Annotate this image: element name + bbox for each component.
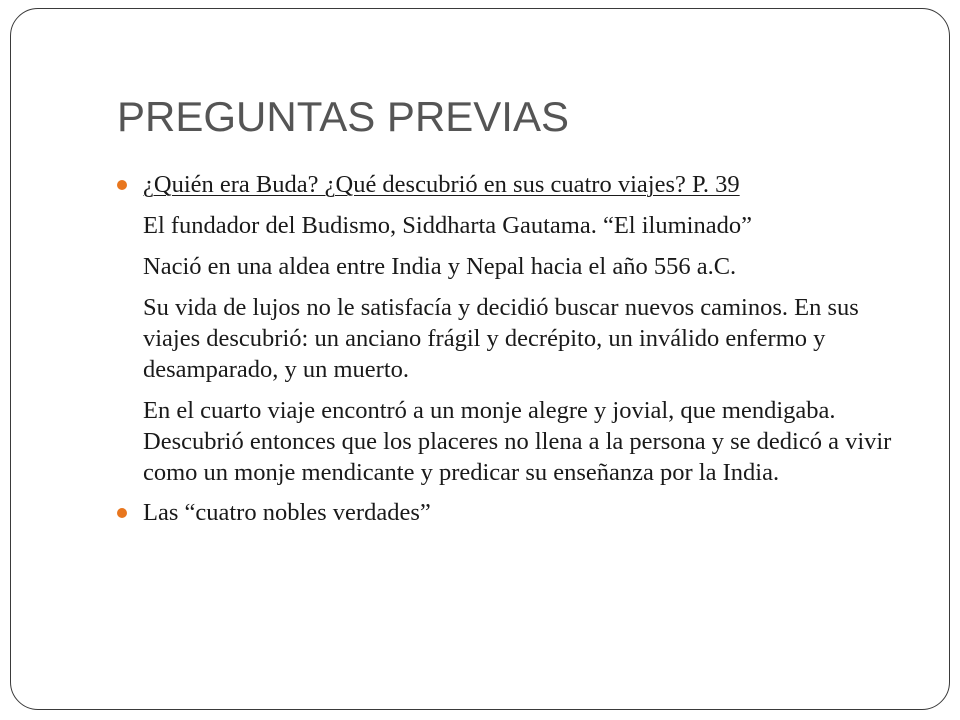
slide-title: PREGUNTAS PREVIAS: [117, 93, 569, 140]
bullet-text: Las “cuatro nobles verdades”: [143, 499, 431, 526]
slide-frame: [10, 8, 950, 710]
bullet-item-2: [117, 497, 907, 528]
question-text: ¿Quién era Buda? ¿Qué descubrió en sus cuatro viajes? P. 39: [143, 171, 740, 198]
answer-paragraph-1: El fundador del Budismo, Siddharta Gautama. “El iluminado”: [143, 212, 752, 239]
slide-content: [117, 169, 907, 528]
bullet-dot-icon: [117, 508, 127, 518]
answer-paragraph-4: En el cuarto viaje encontró a un monje alegre y jovial, que mendigaba. Descubrió entonces que los placeres no llena a la persona y se dedicó a vivir como un monje mendicante y predicar su enseñanza por la India.: [143, 397, 892, 486]
answer-paragraph-3: Su vida de lujos no le satisfacía y decidió buscar nuevos caminos. En sus viajes descubrió: un anciano frágil y decrépito, un inválido enfermo y desamparado, y un muerto.: [143, 294, 859, 383]
bullet-item-1: [117, 169, 907, 200]
answer-paragraph-2: Nació en una aldea entre India y Nepal hacia el año 556 a.C.: [143, 253, 737, 280]
bullet-dot-icon: [117, 180, 127, 190]
